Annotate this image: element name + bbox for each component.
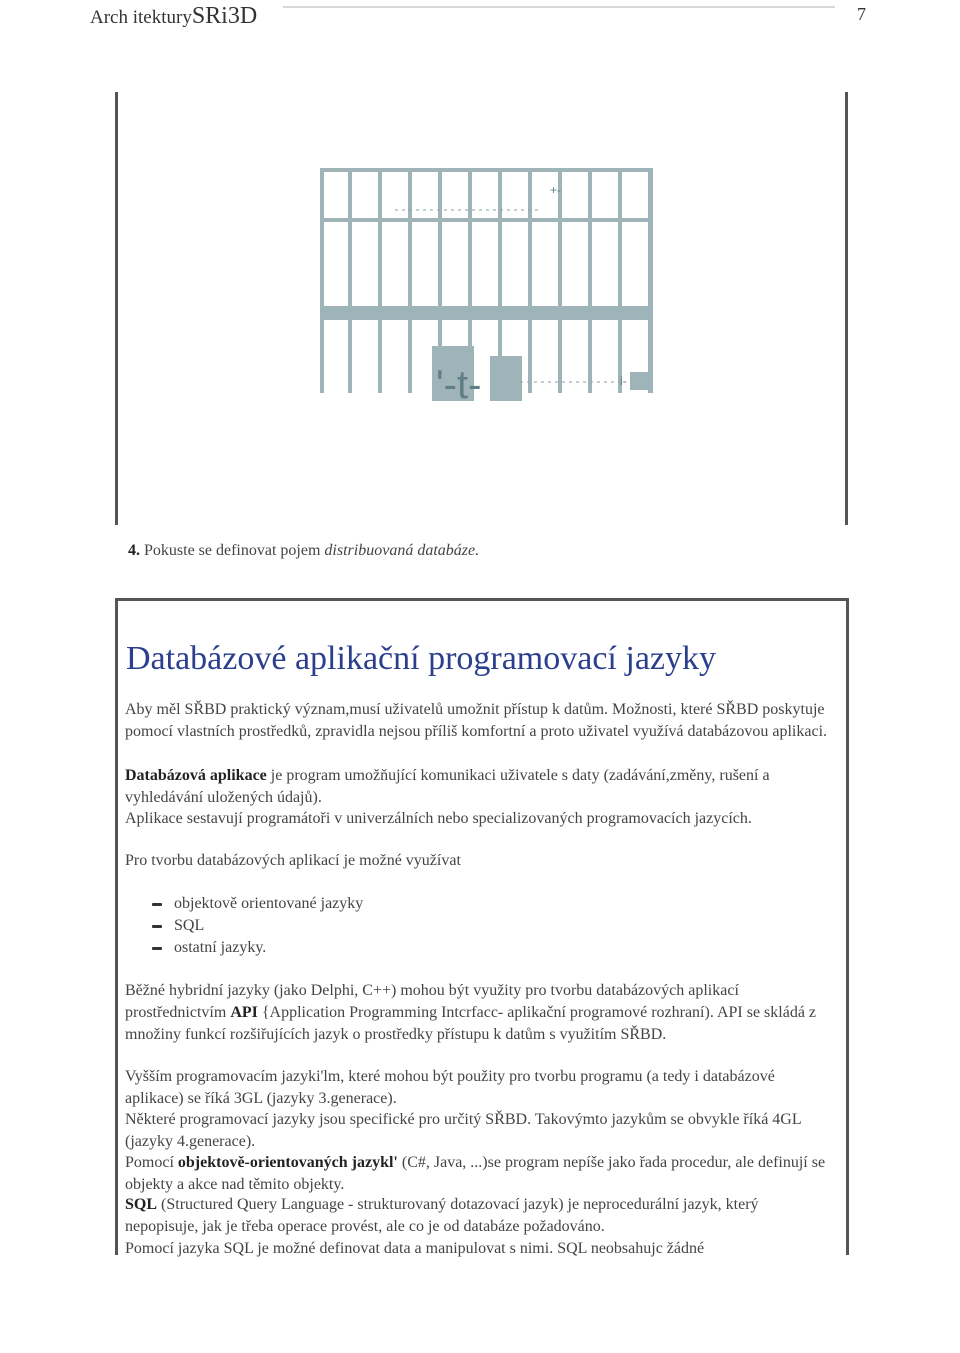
- term-api: API: [230, 1004, 258, 1021]
- list-item: SQL: [152, 915, 363, 937]
- section-heading: Databázové aplikační programovací jazyky: [126, 640, 717, 677]
- paragraph-8-a: Pomocí: [125, 1154, 178, 1171]
- section-box-left: [115, 598, 118, 1255]
- paragraph-3: Aplikace sestavují programátoři v univerzálních nebo specializovaných programovacích jazycích.: [125, 810, 752, 827]
- figure-label-3: i-: [620, 374, 627, 388]
- figure-grid: [320, 168, 653, 401]
- figure-label-1: +-: [550, 183, 562, 197]
- question-number: 4.: [128, 542, 140, 559]
- question-4: [128, 542, 479, 560]
- paragraph-2: [125, 765, 830, 809]
- figure-diagram: [320, 168, 655, 403]
- header-title-big: SRi3D: [191, 3, 258, 29]
- paragraph-10: Pomocí jazyka SQL je možné definovat data a manipulovat s nimi. SQL neobsahujc žádné: [125, 1240, 705, 1257]
- running-header: [90, 3, 257, 30]
- paragraph-7: Některé programovací jazyky jsou specifické pro určitý SŘBD. Takovýmto jazykům se obvykle říká 4GL (jazyky 4.generace).: [125, 1111, 802, 1150]
- term-databazova-aplikace: Databázová aplikace: [125, 767, 267, 784]
- term-sql: SQL: [125, 1196, 158, 1213]
- paragraph-6: Vyšším programovacím jazyki'lm, které mohou být použity pro tvorbu programu (a tedy i databázové aplikace) se říká 3GL (jazyky 3.generace).: [125, 1068, 775, 1107]
- paragraph-4: Pro tvorbu databázových aplikací je možné využívat: [125, 852, 461, 869]
- paragraph-5-a: Běžné hybridní jazyky (jako Delphi, C++) mohou být využity pro tvorbu databázových aplikací prostřednictvím: [125, 982, 739, 1021]
- figure-label-2: '-t-: [436, 363, 482, 403]
- paragraph-8-b: (C#, Java, ...)se program nepíše jako řada procedur, ale definují se objekty a akce nad těmito objekty.: [125, 1154, 826, 1193]
- page-number: 7: [857, 4, 866, 24]
- figure-frame-right: [845, 92, 848, 525]
- language-list: [152, 893, 363, 959]
- section-box-top: [115, 598, 849, 601]
- term-oop-languages: objektově-orientovaných jazykl': [177, 1154, 398, 1171]
- question-text: Pokuste se definovat pojem: [144, 542, 321, 559]
- list-item: ostatní jazyky.: [152, 937, 363, 959]
- header-title-prefix: Arch itektury: [90, 7, 192, 28]
- paragraph-5-b: {Application Programming Intcrfacc- aplikační programové rozhraní). API se skládá z množiny funkcí rozšiřujících jazyk o prostředky přístupu k datům s využitím SŘBD.: [125, 1004, 817, 1043]
- paragraph-8: [125, 1152, 830, 1196]
- header-rule: [283, 6, 835, 8]
- paragraph-1: Aby měl SŘBD praktický význam,musí uživatelů umožnit přístup k datům. Možnosti, které SŘBD poskytuje pomocí vlastních prostředků, zpravidla nejsou příliš komfortní a proto uživatel využívá databázovou aplikaci.: [125, 701, 828, 740]
- paragraph-2-text: je program umožňující komunikaci uživatele s daty (zadávání,změny, rušení a vyhledávání uložených údajů).: [125, 767, 770, 806]
- paragraph-5: [125, 980, 830, 1046]
- paragraph-9-text: (Structured Query Language - strukturovaný dotazovací jazyk) je neprocedurální jazyk, který nepopisuje, jak je třeba operace provést, ale co je od databáze požadováno.: [125, 1196, 759, 1235]
- question-italic: distribuovaná databáze.: [324, 542, 480, 559]
- section-box-right: [846, 598, 849, 1255]
- list-item: objektově orientované jazyky: [152, 893, 363, 915]
- figure-frame-left: [115, 92, 118, 525]
- paragraph-9: [125, 1194, 830, 1238]
